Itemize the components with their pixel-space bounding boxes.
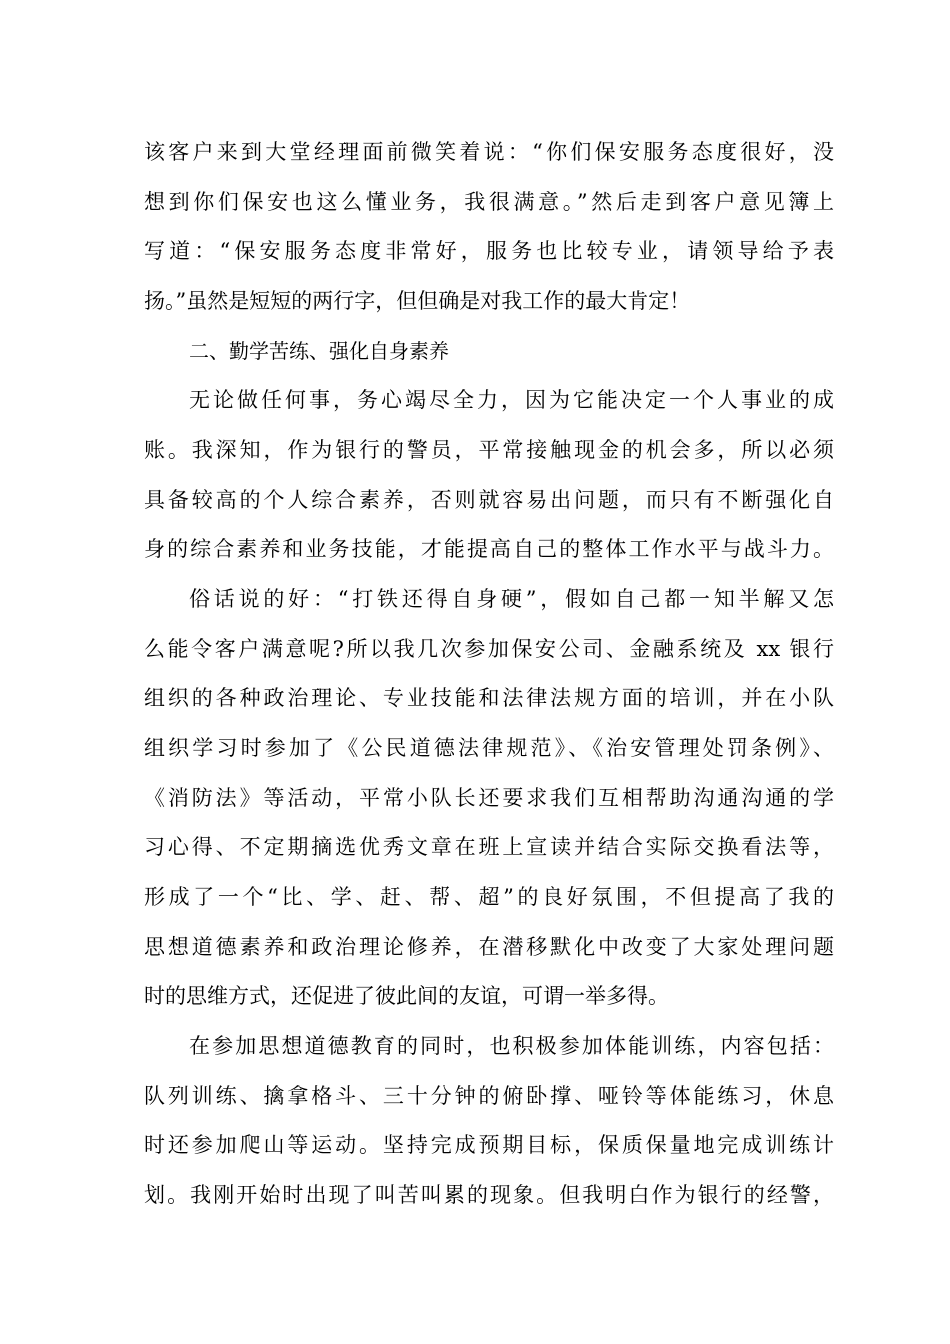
text-line: 习心得、不定期摘选优秀文章在班上宣读并结合实际交换看法等，: [144, 835, 834, 859]
text-line: 么能令客户满意呢?所以我几次参加保安公司、金融系统及 xx 银行: [144, 637, 834, 661]
text-line: 具备较高的个人综合素养，否则就容易出问题，而只有不断强化自: [144, 488, 834, 512]
text-line: 时的思维方式，还促进了彼此间的友谊，可谓一举多得。: [144, 984, 669, 1008]
text-line: 组织学习时参加了《公民道德法律规范》、《治安管理处罚条例》、: [144, 736, 834, 760]
text-line: 组织的各种政治理论、专业技能和法律法规方面的培训，并在小队: [144, 686, 834, 710]
section-heading: 二、勤学苦练、强化自身素养: [189, 339, 449, 363]
text-line: 俗话说的好：“打铁还得自身硬”，假如自己都一知半解又怎: [189, 587, 834, 611]
text-line: 身的综合素养和业务技能，才能提高自己的整体工作水平与战斗力。: [144, 537, 834, 561]
text-line: 时还参加爬山等运动。坚持完成预期目标，保质保量地完成训练计: [144, 1133, 834, 1157]
text-line: 在参加思想道德教育的同时，也积极参加体能训练，内容包括：: [189, 1034, 834, 1058]
text-line: 队列训练、擒拿格斗、三十分钟的俯卧撑、哑铃等体能练习，休息: [144, 1084, 834, 1108]
text-line: 扬。”虽然是短短的两行字，但但确是对我工作的最大肯定！: [144, 289, 691, 313]
text-line: 形成了一个“比、学、赶、帮、超”的良好氛围，不但提高了我的: [144, 885, 834, 909]
text-line: 该客户来到大堂经理面前微笑着说：“你们保安服务态度很好，没: [144, 140, 834, 164]
text-line: 无论做任何事，务心竭尽全力，因为它能决定一个人事业的成: [189, 388, 834, 412]
text-line: 思想道德素养和政治理论修养，在潜移默化中改变了大家处理问题: [144, 935, 834, 959]
text-line: 想到你们保安也这么懂业务，我很满意。”然后走到客户意见簿上: [144, 190, 834, 214]
text-line: 写道：“保安服务态度非常好，服务也比较专业，请领导给予表: [144, 239, 834, 263]
text-line: 划。我刚开始时出现了叫苦叫累的现象。但我明白作为银行的经警，: [144, 1183, 834, 1207]
text-line: 账。我深知，作为银行的警员，平常接触现金的机会多，所以必须: [144, 438, 834, 462]
text-line: 《消防法》等活动，平常小队长还要求我们互相帮助沟通沟通的学: [144, 786, 834, 810]
